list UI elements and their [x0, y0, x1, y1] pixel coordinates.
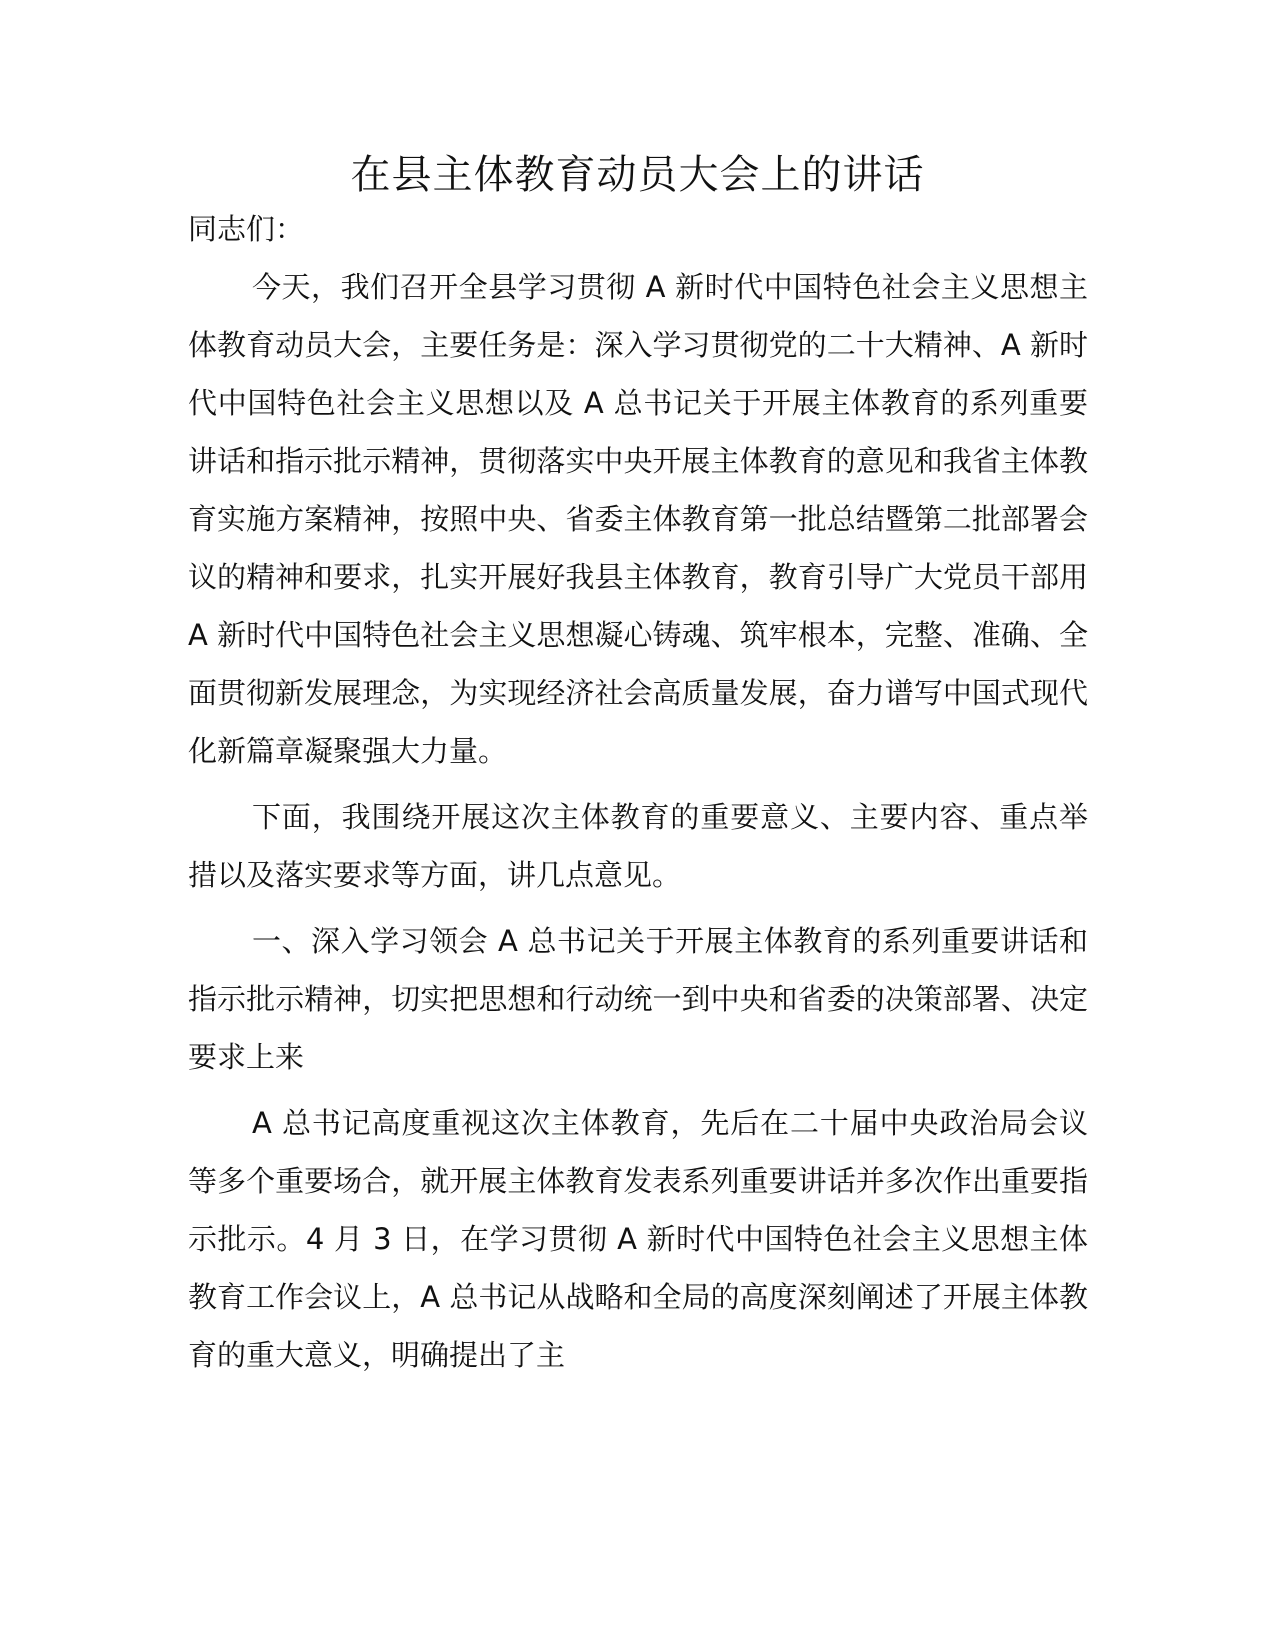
salutation: 同志们： — [188, 212, 305, 246]
paragraph-section-1: A 总书记高度重视这次主体教育，先后在二十届中央政治局会议等多个重要场合，就开展主体教育发表系列重要讲话并多次作出重要指示批示。4 月 3 日，在学习贯彻 A 新时代中国特色社会主义思想主体教育工作会议上，A 总书记从战略和全局的高度深刻阐述了开展主体教育的重大意义，明确提出了主 — [188, 1106, 1088, 1372]
paragraph-opening: 今天，我们召开全县学习贯彻 A 新时代中国特色社会主义思想主体教育动员大会，主要任务是：深入学习贯彻党的二十大精神、A 新时代中国特色社会主义思想以及 A 总书记关于开展主体教育的系列重要讲话和指示批示精神，贯彻落实中央开展主体教育的意见和我省主体教育实施方案精神，按照中央、省委主体教育第一批总结暨第二批部署会议的精神和要求，扎实开展好我县主体教育，教育引导广大党员干部用 A 新时代中国特色社会主义思想凝心铸魂、筑牢根本，完整、准确、全面贯彻新发展理念，为实现经济社会高质量发展，奋力谱写中国式现代化新篇章凝聚强大力量。 — [188, 270, 1088, 768]
document-body — [188, 200, 1088, 1384]
paragraph-outline: 下面，我围绕开展这次主体教育的重要意义、主要内容、重点举措以及落实要求等方面，讲几点意见。 — [188, 800, 1088, 892]
document-title: 在县主体教育动员大会上的讲话 — [350, 152, 925, 198]
section-heading-1: 一、深入学习领会 A 总书记关于开展主体教育的系列重要讲话和指示批示精神，切实把思想和行动统一到中央和省委的决策部署、决定要求上来 — [188, 924, 1088, 1074]
